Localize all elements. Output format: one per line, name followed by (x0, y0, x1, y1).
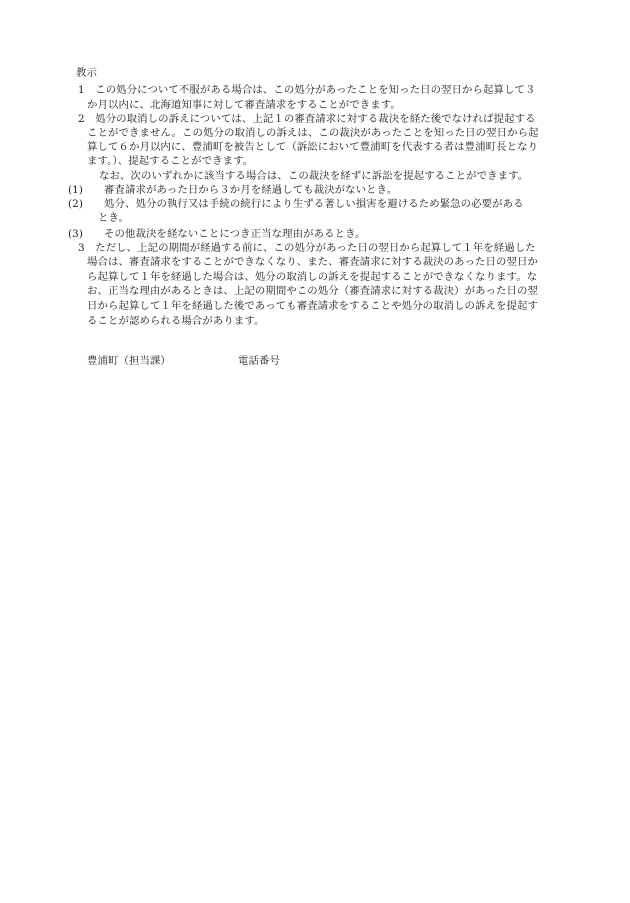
contact-phone-label: 電話番号 (238, 355, 280, 367)
item-2-line-2: ことができません。この処分の取消しの訴えは、この裁決があったことを知った日の翌日から起 (87, 127, 539, 139)
item-2-line-3: 算して６か月以内に、豊浦町を被告として（訴訟において豊浦町を代表する者は豊浦町長となり (87, 141, 539, 153)
item-1-line-1: 1 この処分について不服がある場合は、この処分があったことを知った日の翌日から起算して３ (78, 84, 536, 96)
item-2-line-1: 2 処分の取消しの訴えについては、上記１の審査請求に対する裁決を経た後でなければ提起する (78, 113, 536, 125)
note-paragraph: なお、次のいずれかに該当する場合は、この裁決を経ずに訴訟を提起することができます。 (99, 170, 529, 182)
item-3-line-2: 場合は、審査請求をすることができなくなり、また、審査請求に対する裁決のあった日の翌日か (87, 256, 538, 268)
condition-2-line-2: とき。 (98, 212, 130, 224)
item-3-line-1: 3 ただし、上記の期間が経過する前に、この処分があった日の翌日から起算して１年を経過した (78, 242, 536, 254)
item-3-line-6: ることが認められる場合があります。 (87, 315, 265, 327)
item-3-line-5: 日から起算して１年を経過した後であっても審査請求をすることや処分の取消しの訴えを提起す (87, 300, 538, 312)
contact-department: 豊浦町（担当課） (87, 355, 171, 367)
condition-2-line-1: (2) 処分、処分の執行又は手続の続行により生ずる著しい損害を避けるため緊急の必要がある (68, 198, 524, 210)
item-3-line-3: ら起算して１年を経過した場合は、処分の取消しの訴えを提起することができなくなります。な (87, 271, 538, 283)
item-3-line-4: お、正当な理由があるときは、上記の期間やこの処分（審査請求に対する裁決）があった日の翌 (87, 285, 538, 297)
condition-1: (1) 審査請求があった日から３か月を経過しても裁決がないとき。 (68, 184, 398, 196)
condition-3: (3) その他裁決を経ないことにつき正当な理由があるとき。 (68, 228, 366, 240)
document-heading: 教示 (76, 67, 97, 79)
item-2-line-4: ます。）、提起することができます。 (87, 155, 254, 167)
item-1-line-2: か月以内に、北海道知事に対して審査請求をすることができます。 (87, 99, 401, 111)
